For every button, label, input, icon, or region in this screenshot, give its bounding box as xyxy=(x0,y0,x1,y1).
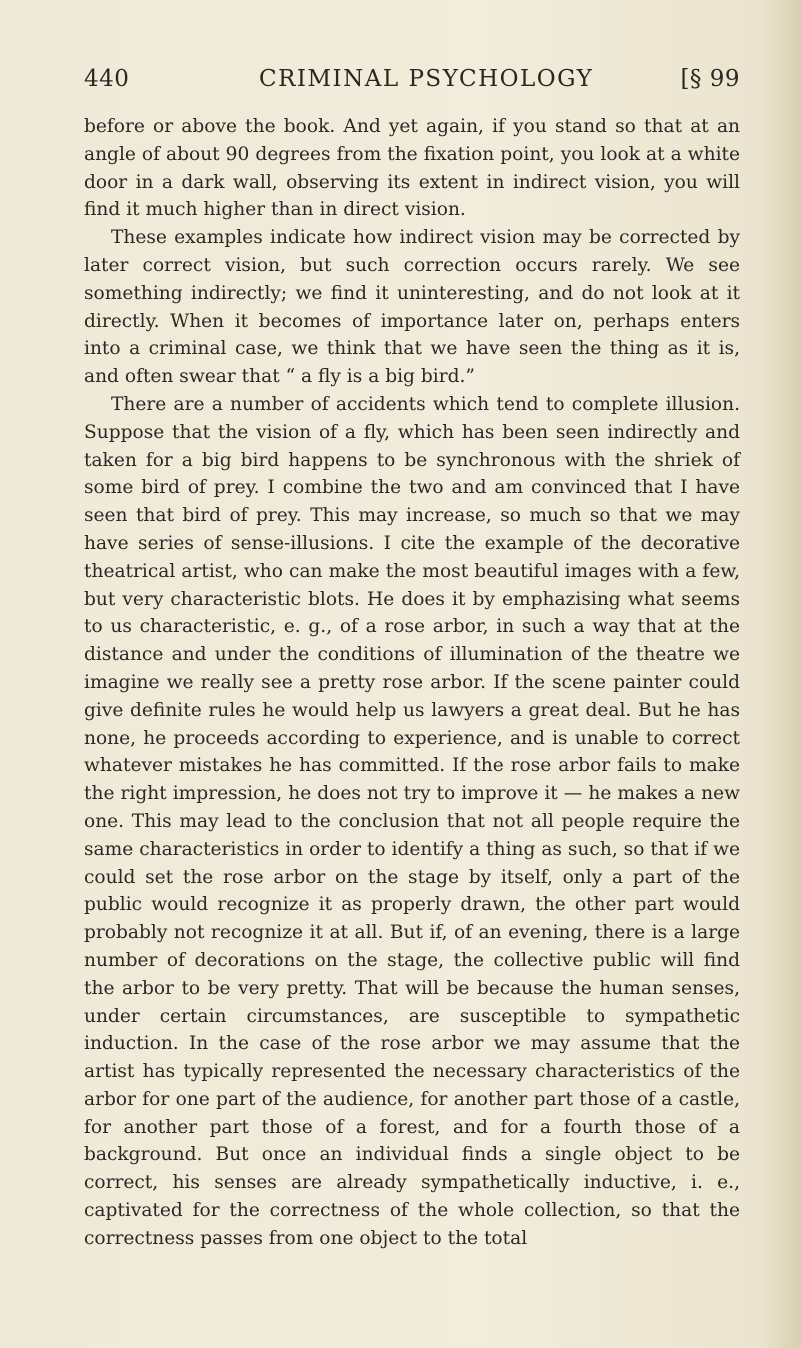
paragraph: There are a number of accidents which tend to complete illusion. Suppose that the vision of a fly, which has been seen indirectly and taken for a big bird happens to be synchronous with the shriek of some bird of prey. I combine the two and am convinced that I have seen that bird of prey. This may increase, so much so that we may have series of sense-illusions. I cite the example of the decorative theatrical artist, who can make the most beautiful images with a few, but very characteristic blots. He does it by emphazising what seems to us characteristic, e. g., of a rose arbor, in such a way that at the distance and under the conditions of illumination of the theatre we imagine we really see a pretty rose arbor. If the scene painter could give definite rules he would help us lawyers a great deal. But he has none, he proceeds according to experience, and is unable to correct whatever mistakes he has committed. If the rose arbor fails to make the right impression, he does not try to improve it — he makes a new one. This may lead to the conclusion that not all people require the same characteristics in order to identify a thing as such, so that if we could set the rose arbor on the stage by itself, only a part of the public would recognize it as properly drawn, the other part would probably not recognize it at all. But if, of an evening, there is a large number of decorations on the stage, the collective public will find the arbor to be very pretty. That will be because the human senses, under certain circumstances, are susceptible to sympathetic induction. In the case of the rose arbor we may assume that the artist has typically represented the necessary characteristics of the arbor for one part of the audience, for another part those of a castle, for another part those of a forest, and for a fourth those of a background. But once an individual finds a single object to be correct, his senses are already sympathetically inductive, i. e., captivated for the correctness of the whole collection, so that the correctness passes from one object to the total xyxy=(84,393,740,1249)
paragraph: These examples indicate how indirect vision may be corrected by later correct vision, but such correction occurs rarely. We see something indirectly; we find it uninteresting, and do not look at it directly. When it becomes of importance later on, perhaps enters into a criminal case, we think that we have seen the thing as it is, and often swear that “ a fly is a big bird.” xyxy=(84,227,740,388)
body-text xyxy=(84,113,740,1253)
page-number: 440 xyxy=(84,66,130,92)
running-header xyxy=(84,66,740,100)
running-title: CRIMINAL PSYCHOLOGY xyxy=(259,66,594,92)
section-reference: [§ 99 xyxy=(680,66,740,92)
paragraph-continued: before or above the book. And yet again, if you stand so that at an angle of about 90 degrees from the fixation point, you look at a white door in a dark wall, observing its extent in indirect vision, you will find it much higher than in direct vision. xyxy=(84,116,740,221)
